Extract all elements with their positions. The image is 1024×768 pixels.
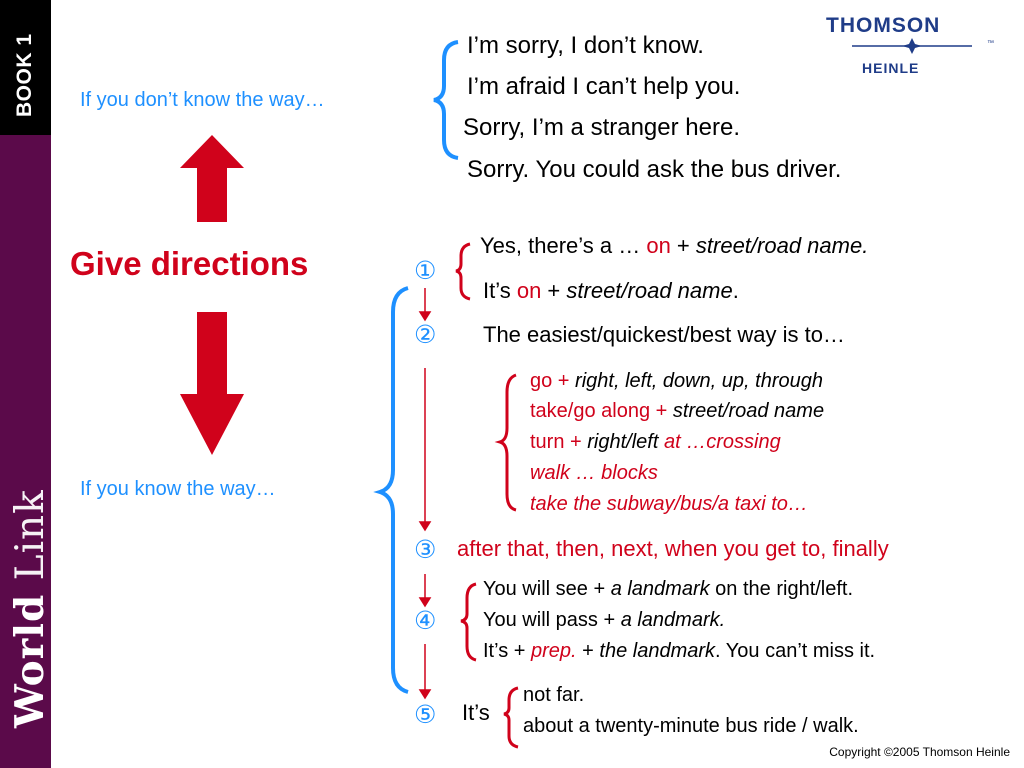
step2-option-1 [530, 370, 823, 393]
step1-l1-rest: street/road name. [695, 233, 869, 258]
opt3-rest: right/left [587, 431, 659, 453]
step2-option-3 [530, 431, 781, 454]
s4l3-c: + [576, 640, 600, 662]
book-label: BOOK 1 [13, 33, 36, 117]
s4l3-b: prep. [531, 640, 577, 662]
step2-option-2 [530, 400, 824, 423]
response-4: Sorry. You could ask the bus driver. [467, 156, 842, 183]
s4l1-c: on the right/left. [709, 578, 854, 600]
logo-trademark: ™ [987, 40, 994, 47]
step2-text: The easiest/quickest/best way is to… [483, 322, 845, 347]
s4l1-b: a landmark [610, 578, 710, 600]
dont-know-brace [434, 42, 458, 158]
up-arrow-icon [180, 135, 244, 222]
brand-word-world: World [7, 593, 53, 728]
step1-l2-plus: + [541, 278, 567, 303]
s4l2-a: You will pass + [483, 609, 621, 631]
step5-brace [504, 688, 518, 747]
main-title: Give directions [70, 245, 309, 282]
s4l3-d: the landmark [599, 640, 716, 662]
opt1-rest: right, left, down, up, through [575, 370, 823, 392]
dont-know-label: If you don’t know the way… [80, 89, 325, 111]
step1-line-2 [483, 278, 739, 304]
step1-l1-plus: + [670, 233, 696, 258]
s4l1-a: You will see + [483, 578, 611, 600]
opt1-verb: go + [530, 370, 576, 392]
step2-options-brace [500, 375, 516, 510]
step1-marker: ① [414, 256, 437, 285]
brand-word-link: Link [8, 489, 53, 581]
step5-marker: ⑤ [414, 700, 437, 729]
step4-line-3 [483, 640, 875, 663]
step2-option-4: walk … blocks [530, 462, 658, 484]
step1-l2-text: It’s [483, 278, 517, 303]
opt3-verb: turn + [530, 431, 588, 453]
step2-option-5: take the subway/bus/a taxi to… [530, 493, 808, 515]
logo-line-2: HEINLE [862, 60, 920, 76]
step2-marker: ② [414, 320, 437, 349]
response-2: I’m afraid I can’t help you. [467, 73, 741, 100]
step1-l1-on: on [646, 233, 671, 258]
response-1: I’m sorry, I don’t know. [467, 32, 704, 59]
step3-text: after that, then, next, when you get to, finally [457, 536, 889, 561]
step1-l1-text: Yes, there’s a … [480, 233, 647, 258]
step5-line-1: not far. [523, 684, 585, 706]
know-brace [380, 288, 408, 692]
step3-marker: ③ [414, 535, 437, 564]
opt2-verb: take/go along + [530, 400, 673, 422]
logo-line-1: THOMSON [826, 14, 941, 37]
step1-l2-end: . [732, 278, 739, 303]
opt3-at: at …crossing [658, 431, 781, 453]
step4-marker: ④ [414, 606, 437, 635]
s4l3-a: It’s + [483, 640, 531, 662]
step1-brace [456, 244, 470, 299]
response-3: Sorry, I’m a stranger here. [463, 114, 740, 141]
opt2-rest: street/road name [672, 400, 825, 422]
step1-l2-on: on [516, 278, 542, 303]
down-arrow-icon [180, 312, 244, 455]
s4l2-b: a landmark. [620, 609, 726, 631]
know-label: If you know the way… [80, 478, 276, 500]
step4-line-2 [483, 609, 725, 632]
step1-l2-rest: street/road name [566, 278, 733, 303]
step5-line-2: about a twenty-minute bus ride / walk. [523, 715, 859, 737]
step4-brace [461, 584, 476, 660]
step1-line-1 [480, 233, 868, 259]
s4l3-e: . You can’t miss it. [715, 640, 876, 662]
step4-line-1 [483, 578, 853, 601]
copyright-notice: Copyright ©2005 Thomson Heinle [829, 745, 1010, 759]
step5-lead: It’s [462, 700, 490, 725]
